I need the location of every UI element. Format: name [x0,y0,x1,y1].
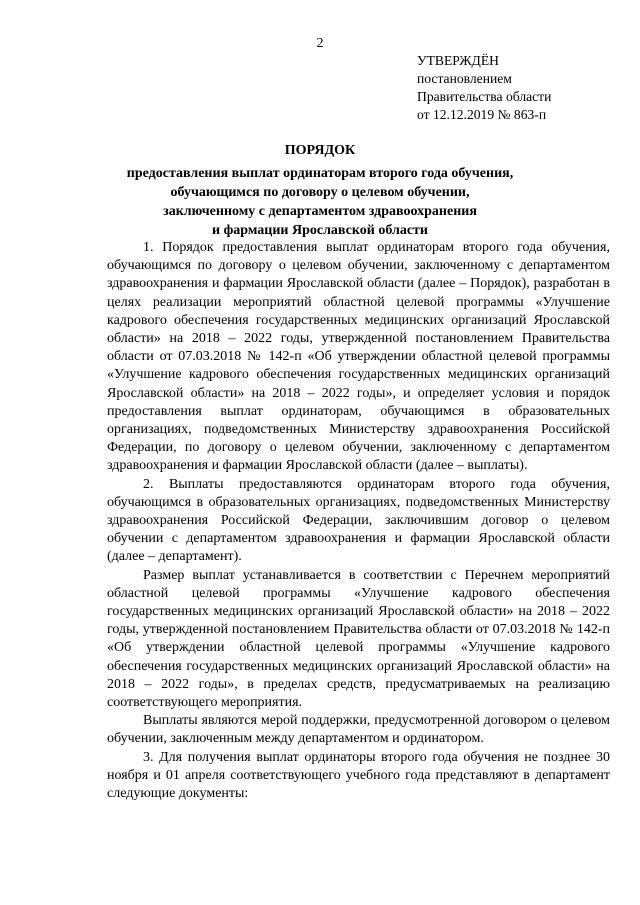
approval-line: Правительства области [417,89,552,104]
title-main: ПОРЯДОК [284,143,356,158]
approval-line: от 12.12.2019 № 863-п [417,107,547,122]
document-body [107,239,610,803]
paragraph: Выплаты являются мерой поддержки, предусмотренной договором о целевом обучении, заключенным между департаментом и ординатором. [107,713,610,747]
paragraph: 1. Порядок предоставления выплат ординаторам второго года обучения, обучающимся по договору о целевом обучении, заключенному с департаментом здравоохранения и фармации Ярославской области (далее – Порядок), разработан в целях реализации мероприятий областной целевой программы «Улучшение кадрового обеспечения государственных медицинских организаций Ярославской области» на 2018 – 2022 годы, утвержденной постановлением Правительства области от 07.03.2018 № 142-п «Об утверждении областной целевой программы «Улучшение кадрового обеспечения государственных медицинских организаций Ярославской области» на 2018 – 2022 годы», и определяет условия и порядок предоставления выплат ординаторам, обучающимся в образовательных организациях, подведомственных Министерству здравоохранения Российской Федерации, по договору о целевом обучении, заключенному с департаментом здравоохранения и фармации Ярославской области (далее – выплаты). [107,240,610,474]
title-line: обучающимся по договору о целевом обучении, [170,185,470,200]
paragraph: Размер выплат устанавливается в соответствии с Перечнем мероприятий областной целевой программы «Улучшение кадрового обеспечения государственных медицинских организаций Ярославской области» на 2018 – 2022 годы, утвержденной постановлением Правительства области от 07.03.2018 № 142-п «Об утверждении областной целевой программы «Улучшение кадрового обеспечения государственных медицинских организаций Ярославской области» на 2018 – 2022 годы», в пределах средств, предусматриваемых на реализацию соответствующего мероприятия. [107,567,610,711]
page-number: 2 [316,36,324,51]
paragraph: 3. Для получения выплат ординаторы второго года обучения не позднее 30 ноября и 01 апреля соответствующего учебного года представляют в департамент следующие документы: [107,749,610,802]
approval-line: УТВЕРЖДЁН [417,53,499,68]
title-line: предоставления выплат ординаторам второго года обучения, [126,166,514,181]
title-line: заключенному с департаментом здравоохранения [163,204,477,219]
approval-stamp [417,52,551,124]
title-line: и фармации Ярославской области [212,223,428,238]
document-title [0,141,640,240]
paragraph: 2. Выплаты предоставляются ординаторам второго года обучения, обучающимся в образовательных организациях, подведомственных Министерству здравоохранения Российской Федерации, заключившим договор о целевом обучении с департаментом здравоохранения и фармации Ярославской области (далее – департамент). [107,476,610,565]
approval-line: постановлением [417,71,512,86]
